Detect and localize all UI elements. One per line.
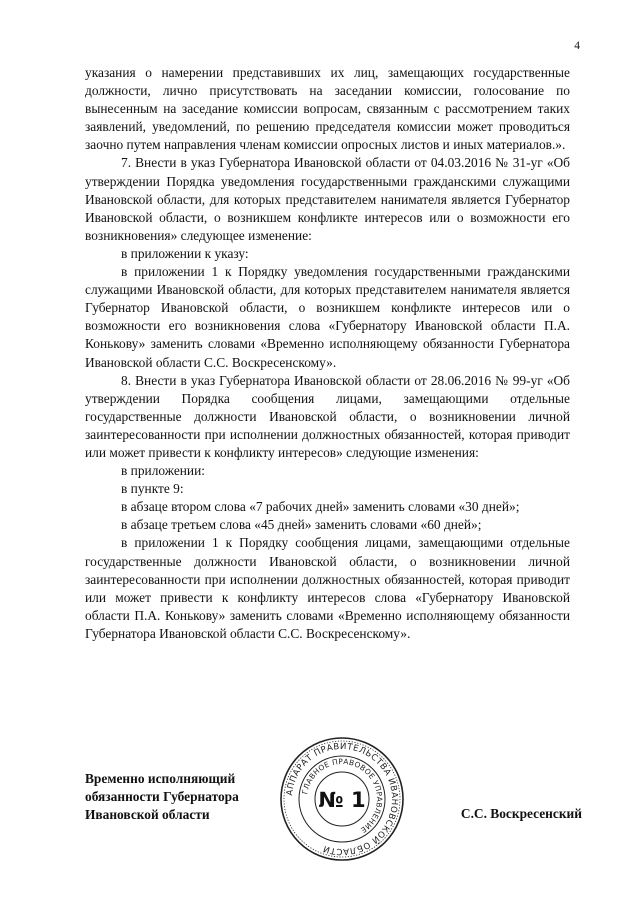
paragraph-appendix-1-change-2: в приложении 1 к Порядку сообщения лицами, замещающими отдельные государственные должности Ивановской области, о возникновении личной заинтересованности при исполнении должностных обязанностей, которая приводит или может привести к конфликту интересов слова «Губернатору Ивановской области П.А. Конькову» заменить словами «Временно исполняющему обязанности Губернатора Ивановской области С.С. Воскресенскому». — [85, 535, 570, 641]
paragraph-item-8: 8. Внести в указ Губернатора Ивановской области от 28.06.2016 № 99-уг «Об утверждении Порядка сообщения лицами, замещающими отдельные государственные должности Ивановской области, о возникновении личной заинтересованности при исполнении должностных обязанностей, которая приводит или может привести к конфликту интересов» следующие изменения: — [85, 372, 570, 460]
page-number: 4 — [574, 40, 580, 52]
signatory-position — [85, 770, 285, 824]
signatory-position-line: Временно исполняющий — [85, 771, 236, 786]
seal-ring-text: АППАРАТ ПРАВИТЕЛЬСТВА ИВАНОВСКОЙ ОБЛАСТИ — [285, 741, 400, 857]
document-body — [85, 64, 570, 643]
seal-number: № 1 — [318, 788, 366, 812]
seal-inner-text: ГЛАВНОЕ ПРАВОВОЕ УПРАВЛЕНИЕ — [300, 756, 385, 835]
paragraph-continuation: указания о намерении представивших их лиц, замещающих государственные должности, лично присутствовать на заседании комиссии, голосование по вынесенным на заседание комиссии вопросам, связанным с рассмотрением таких заявлений, уведомлений, по решению председателя комиссии может проводиться заочно путем направления членам комиссии опросных листов и иных материалов.». — [85, 65, 570, 153]
paragraph-appendix-ref: в приложении к указу: — [121, 245, 249, 261]
paragraph-in-appendix: в приложении: — [121, 463, 205, 479]
signatory-position-line: Ивановской области — [85, 807, 210, 822]
official-seal-stamp — [278, 735, 406, 863]
paragraph-third-clause: в абзаце третьем слова «45 дней» заменить словами «60 дней»; — [121, 517, 482, 533]
paragraph-item-7: 7. Внести в указ Губернатора Ивановской области от 04.03.2016 № 31-уг «Об утверждении Порядка уведомления государственными гражданскими служащими Ивановской области, для которых представителем нанимателя является Губернатор Ивановской области, о возникшем конфликте интересов или о возможности его возникновения» следующее изменение: — [85, 155, 570, 243]
paragraph-second-clause: в абзаце втором слова «7 рабочих дней» заменить словами «30 дней»; — [121, 499, 520, 515]
paragraph-appendix-1-change: в приложении 1 к Порядку уведомления государственными гражданскими служащими Ивановской области, для которых представителем нанимателя является Губернатор Ивановской области, о возникшем конфликте интересов или о возможности его возникновения слова «Губернатору Ивановской области П.А. Конькову» заменить словами «Временно исполняющему обязанности Губернатора Ивановской области С.С. Воскресенскому». — [85, 264, 570, 370]
paragraph-point-9: в пункте 9: — [121, 481, 184, 497]
signatory-position-line: обязанности Губернатора — [85, 789, 239, 804]
signatory-name: С.С. Воскресенский — [460, 806, 582, 821]
